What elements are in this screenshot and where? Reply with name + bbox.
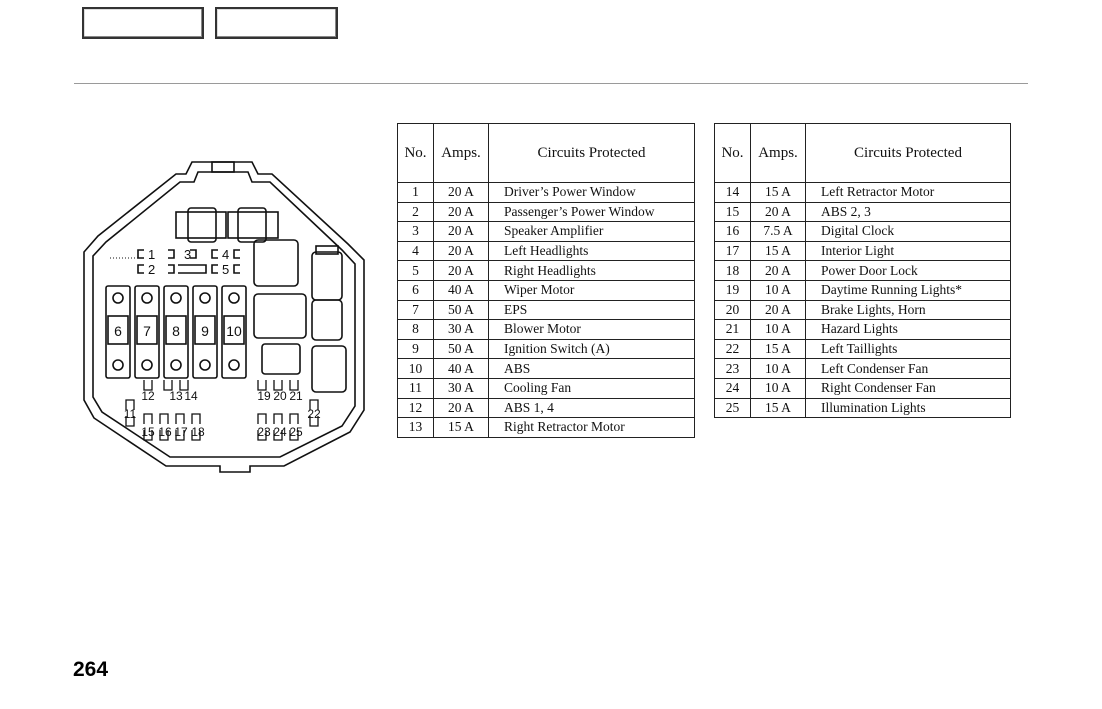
cell-amps: 40 A	[434, 359, 489, 379]
cell-circuit: Right Headlights	[489, 261, 695, 281]
table-row	[715, 241, 1011, 261]
cell-circuit: Right Retractor Motor	[489, 418, 695, 438]
cell-circuit: Power Door Lock	[806, 261, 1011, 281]
fuse-table-left	[397, 123, 695, 438]
cell-amps: 15 A	[434, 418, 489, 438]
cell-no: 8	[398, 320, 434, 340]
table-row	[398, 378, 695, 398]
fuse-label-12: 12	[141, 389, 155, 403]
cell-amps: 10 A	[751, 378, 806, 398]
fuse-label-6: 6	[114, 323, 122, 339]
table-row	[715, 261, 1011, 281]
cell-no: 16	[715, 222, 751, 242]
cell-no: 22	[715, 339, 751, 359]
table-row	[398, 222, 695, 242]
table-header-row	[398, 124, 695, 183]
fuse-label-7: 7	[143, 323, 151, 339]
cell-no: 12	[398, 398, 434, 418]
cell-no: 7	[398, 300, 434, 320]
table-row	[398, 261, 695, 281]
fuse-table-right	[714, 123, 1011, 418]
cell-circuit: Illumination Lights	[806, 398, 1011, 418]
fuse-label-1: 1	[148, 247, 156, 262]
cell-circuit: Right Condenser Fan	[806, 378, 1011, 398]
table-row	[715, 183, 1011, 203]
table-row	[715, 202, 1011, 222]
fuse-label-13: 13	[169, 389, 183, 403]
cell-amps: 7.5 A	[751, 222, 806, 242]
cell-amps: 40 A	[434, 280, 489, 300]
table-row	[398, 339, 695, 359]
table-row	[398, 359, 695, 379]
fuse-label-22: 22	[307, 407, 321, 421]
fuse-label-2: 2	[148, 262, 156, 277]
cell-amps: 15 A	[751, 339, 806, 359]
fuse-label-18: 18	[191, 425, 205, 439]
cell-circuit: ABS 1, 4	[489, 398, 695, 418]
header-circuits: Circuits Protected	[489, 124, 695, 183]
cell-no: 11	[398, 378, 434, 398]
cell-no: 13	[398, 418, 434, 438]
cell-no: 18	[715, 261, 751, 281]
cell-no: 15	[715, 202, 751, 222]
cell-no: 24	[715, 378, 751, 398]
fuse-label-10: 10	[226, 323, 242, 339]
cell-circuit: ABS 2, 3	[806, 202, 1011, 222]
cell-no: 14	[715, 183, 751, 203]
cell-circuit: Daytime Running Lights*	[806, 280, 1011, 300]
header-no: No.	[398, 124, 434, 183]
table-row	[715, 280, 1011, 300]
cell-no: 17	[715, 241, 751, 261]
page-number: 264	[73, 658, 109, 681]
cell-no: 1	[398, 183, 434, 203]
cell-amps: 20 A	[434, 261, 489, 281]
table-row	[398, 202, 695, 222]
fuse-label-4: 4	[222, 247, 230, 262]
fuse-label-3: 3	[184, 247, 192, 262]
table-row	[715, 320, 1011, 340]
cell-amps: 20 A	[434, 202, 489, 222]
cell-no: 19	[715, 280, 751, 300]
table-row	[398, 398, 695, 418]
fuse-label-17: 17	[174, 425, 188, 439]
cell-circuit: Driver’s Power Window	[489, 183, 695, 203]
table-row	[398, 183, 695, 203]
header-amps: Amps.	[751, 124, 806, 183]
table-row	[398, 280, 695, 300]
cell-circuit: Blower Motor	[489, 320, 695, 340]
fuse-label-11: 11	[123, 407, 137, 421]
cell-amps: 20 A	[434, 398, 489, 418]
cell-circuit: Wiper Motor	[489, 280, 695, 300]
cell-circuit: Passenger’s Power Window	[489, 202, 695, 222]
cell-circuit: Digital Clock	[806, 222, 1011, 242]
header-amps: Amps.	[434, 124, 489, 183]
fuse-label-21: 21	[289, 389, 303, 403]
cell-amps: 50 A	[434, 339, 489, 359]
cell-amps: 20 A	[434, 241, 489, 261]
table-row	[715, 359, 1011, 379]
cell-no: 23	[715, 359, 751, 379]
cell-circuit: ABS	[489, 359, 695, 379]
table-row	[715, 222, 1011, 242]
cell-no: 4	[398, 241, 434, 261]
cell-no: 10	[398, 359, 434, 379]
cell-circuit: Brake Lights, Horn	[806, 300, 1011, 320]
cell-no: 21	[715, 320, 751, 340]
fuse-label-25: 25	[289, 425, 303, 439]
cell-amps: 15 A	[751, 183, 806, 203]
cell-no: 5	[398, 261, 434, 281]
header-no: No.	[715, 124, 751, 183]
cell-circuit: Left Condenser Fan	[806, 359, 1011, 379]
cell-circuit: Hazard Lights	[806, 320, 1011, 340]
fuse-label-24: 24	[273, 425, 287, 439]
fuse-label-15: 15	[141, 425, 155, 439]
next-page-button[interactable]	[215, 7, 338, 39]
cell-circuit: Speaker Amplifier	[489, 222, 695, 242]
table-row	[398, 418, 695, 438]
cell-circuit: Left Taillights	[806, 339, 1011, 359]
fuse-label-20: 20	[273, 389, 287, 403]
fuse-label-19: 19	[257, 389, 271, 403]
cell-amps: 20 A	[434, 183, 489, 203]
cell-circuit: Left Headlights	[489, 241, 695, 261]
cell-amps: 20 A	[434, 222, 489, 242]
cell-circuit: Ignition Switch (A)	[489, 339, 695, 359]
cell-amps: 15 A	[751, 241, 806, 261]
cell-amps: 30 A	[434, 320, 489, 340]
cell-amps: 30 A	[434, 378, 489, 398]
fuse-label-9: 9	[201, 323, 209, 339]
table-row	[398, 241, 695, 261]
previous-page-button[interactable]	[82, 7, 204, 39]
cell-circuit: Left Retractor Motor	[806, 183, 1011, 203]
cell-amps: 20 A	[751, 261, 806, 281]
cell-amps: 15 A	[751, 398, 806, 418]
fuse-box-diagram	[80, 152, 370, 482]
fuse-label-23: 23	[257, 425, 271, 439]
table-header-row	[715, 124, 1011, 183]
fuse-label-16: 16	[158, 425, 172, 439]
table-row	[398, 300, 695, 320]
header-divider	[74, 83, 1028, 84]
table-row	[715, 339, 1011, 359]
cell-no: 3	[398, 222, 434, 242]
table-row	[715, 300, 1011, 320]
fuse-label-5: 5	[222, 262, 230, 277]
cell-circuit: Cooling Fan	[489, 378, 695, 398]
cell-circuit: EPS	[489, 300, 695, 320]
cell-amps: 50 A	[434, 300, 489, 320]
cell-no: 9	[398, 339, 434, 359]
cell-amps: 10 A	[751, 280, 806, 300]
cell-amps: 20 A	[751, 202, 806, 222]
cell-amps: 10 A	[751, 359, 806, 379]
cell-no: 20	[715, 300, 751, 320]
cell-amps: 10 A	[751, 320, 806, 340]
fuse-label-8: 8	[172, 323, 180, 339]
cell-circuit: Interior Light	[806, 241, 1011, 261]
table-row	[715, 378, 1011, 398]
cell-no: 25	[715, 398, 751, 418]
fuse-label-14: 14	[184, 389, 198, 403]
cell-no: 2	[398, 202, 434, 222]
cell-no: 6	[398, 280, 434, 300]
table-row	[715, 398, 1011, 418]
table-row	[398, 320, 695, 340]
cell-amps: 20 A	[751, 300, 806, 320]
header-circuits: Circuits Protected	[806, 124, 1011, 183]
